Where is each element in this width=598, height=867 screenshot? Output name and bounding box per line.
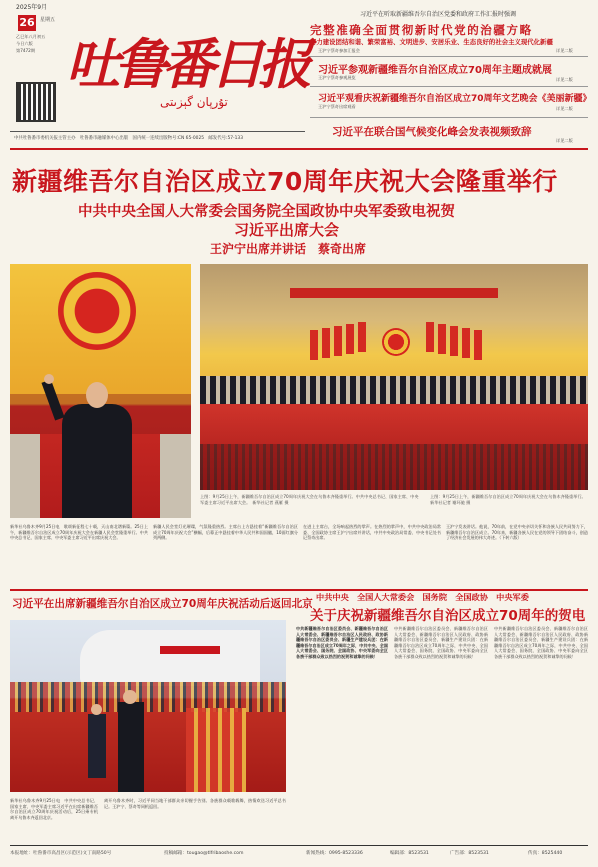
footer-hotline: 新闻热线：0995-8523336 <box>306 851 363 856</box>
headline-gala: 习近平观看庆祝新疆维吾尔自治区成立70周年文艺晚会《美丽新疆》 <box>318 94 592 104</box>
congrat-headline: 关于庆祝新疆维吾尔自治区成立70周年的贺电 <box>310 608 586 624</box>
kicker-headline: 习近平在听取新疆维吾尔自治区党委和政府工作汇报时强调 <box>360 11 517 18</box>
newspaper-title-uyghur: تۇرپان گېزىتى <box>160 95 228 109</box>
main-headline: 新疆维吾尔自治区成立70周年庆祝大会隆重举行 <box>12 167 558 196</box>
main-body-col-2: 新疆人民会堂灯光璀璨，气氛隆重热烈。主席台上方悬挂着“新疆维吾尔自治区成立70周年庆祝大会”横幅，后幕正中悬挂着中华人民共和国国徽，10面红旗分列两侧。 <box>153 524 298 540</box>
congrat-body-col-3: 中共新疆维吾尔自治区委员会、新疆维吾尔自治区人大常委会、新疆维吾尔自治区人民政府、政协新疆维吾尔自治区委员会、新疆生产建设兵团：在新疆维吾尔自治区成立70周年之际，中共中央、全国人大常委会、国务院、全国政协、中央军委向全区各族干部群众致以热烈的祝贺和诚挚的问候！ <box>494 626 588 659</box>
headline-note-3: 王沪宁蔡奇出席观看 <box>318 104 356 109</box>
day-badge: 26 <box>19 16 35 29</box>
masthead <box>0 0 598 150</box>
congrat-kicker: 中共中央 全国人大常委会 国务院 全国政协 中央军委 <box>316 592 529 602</box>
lunar-date: 乙巳年八月初五 <box>16 34 46 39</box>
footer-ads: 广告部：8523531 <box>450 851 489 856</box>
see-page-4: 详见二版 <box>556 138 573 143</box>
footer-fax: 传真：8525440 <box>528 851 563 856</box>
main-subheadline-2: 习近平出席大会 <box>234 221 340 239</box>
return-beijing-caption: 新华社乌鲁木齐9月25日电 中共中央总书记、国家主席、中央军委主席习近平在出席新疆维吾尔自治区成立70周年庆祝活动后，25日乘专机离开乌鲁木齐返回北京。 <box>10 798 98 820</box>
qr-code <box>16 82 56 122</box>
headline-note-2: 王沪宁蔡奇参观展览 <box>318 75 356 80</box>
see-page-1: 详见二版 <box>556 48 573 53</box>
headline-note-1: 王沪宁蔡奇参加汇报会 <box>318 48 360 53</box>
see-page-2: 详见二版 <box>556 77 573 82</box>
publisher-info: 中共吐鲁番市委机关报主管主办 吐鲁番市融媒体中心出版 国内统一连续出版物号:CN 65-0025 邮发代号:57-133 <box>14 136 244 141</box>
photo-airport-farewell <box>10 620 286 792</box>
main-body-col-1: 新华社乌鲁木齐9月25日电 歌颂新征程七十载，天山南北谱新篇。25日上午，新疆维吾尔自治区成立70周年庆祝大会在新疆人民会堂隆重举行。中共中央总书记、国家主席、中央军委主席习近平出席庆祝大会。 <box>10 524 148 540</box>
main-body-col-4: 王沪宁发表讲话。他说，70年前，在党中央亲切关怀和各族人民共同努力下，新疆维吾尔自治区成立。70年来，新疆各族人民在党的领导下团结奋斗，创造了经济社会发展的伟大奇迹。（下转六版） <box>446 524 588 540</box>
hall-emblem-icon <box>382 328 410 356</box>
issue-number: 第7472期 <box>16 48 36 53</box>
photo-caption-right: 上图：9月25日上午，新疆维吾尔自治区成立70周年庆祝大会在乌鲁木齐隆重举行。 新华社记者 谢环驰 摄 <box>430 494 588 505</box>
weekday: 星期五 <box>40 17 56 23</box>
issue-date: 2025年9月 <box>16 4 48 11</box>
footer-email: 投稿邮箱：tougao@tlfribaoshe.com <box>164 851 244 856</box>
see-page-3: 详见二版 <box>556 106 573 111</box>
headline-climate: 习近平在联合国气候变化峰会发表视频致辞 <box>332 126 532 138</box>
congrat-body-col-2: 中共新疆维吾尔自治区委员会、新疆维吾尔自治区人大常委会、新疆维吾尔自治区人民政府、政协新疆维吾尔自治区委员会、新疆生产建设兵团：在新疆维吾尔自治区成立70周年之际，中共中央、全国人大常委会、国务院、全国政协、中央军委向全区各族干部群众致以热烈的祝贺和诚挚的问候！ <box>394 626 488 659</box>
return-beijing-body: 离开乌鲁木齐时，习近平同当地干部群众亲切握手告别。各族群众载歌载舞，热情欢送习近平总书记。王沪宁、蔡奇等同机返回。 <box>104 798 286 809</box>
newspaper-title: 吐鲁番日报 <box>66 32 306 96</box>
main-subheadline-3: 王沪宁出席并讲话 蔡奇出席 <box>210 242 367 256</box>
edition-count: 今日六版 <box>16 41 33 46</box>
photo-leader-waving <box>10 264 191 518</box>
return-beijing-headline: 习近平在出席新疆维吾尔自治区成立70周年庆祝活动后返回北京 <box>12 598 313 610</box>
main-subheadline-1: 中共中央全国人大常委会国务院全国政协中央军委致电祝贺 <box>78 204 455 220</box>
congrat-body-col-1: 中共新疆维吾尔自治区委员会、新疆维吾尔自治区人大常委会、新疆维吾尔自治区人民政府、政协新疆维吾尔自治区委员会、新疆生产建设兵团：在新疆维吾尔自治区成立70周年之际，中共中央、全国人大常委会、国务院、全国政协、中央军委向全区各族干部群众致以热烈的祝贺和诚挚的问候！ <box>296 626 388 659</box>
photo-caption-left: 上图：9月25日上午，新疆维吾尔自治区成立70周年庆祝大会在乌鲁木齐隆重举行。中共中央总书记、国家主席、中央军委主席习近平出席大会。 新华社记者 燕雁 摄 <box>200 494 419 505</box>
headline-exhibition: 习近平参观新疆维吾尔自治区成立70周年主题成就展 <box>318 65 552 76</box>
main-body-col-3: 在进上主席台，全场响起热烈的掌声。在热烈的掌声中，中共中央政治局常委、全国政协主席王沪宁出席并讲话，中共中央政治局常委、中央书记处书记蔡奇出席。 <box>303 524 441 540</box>
headline-xinjiang-goal: 努力建设团结和谐、繁荣富裕、文明进步、安居乐业、生态良好的社会主义现代化新疆 <box>310 38 553 46</box>
photo-assembly-hall <box>200 264 588 490</box>
headline-governance: 完整准确全面贯彻新时代党的治疆方略 <box>310 23 533 37</box>
national-emblem-icon <box>58 272 136 350</box>
footer-editorial: 编辑部：8523531 <box>390 851 429 856</box>
footer-address: 本报地址：吐鲁番市高昌区(示范区)文丁南路50号 <box>10 851 112 856</box>
